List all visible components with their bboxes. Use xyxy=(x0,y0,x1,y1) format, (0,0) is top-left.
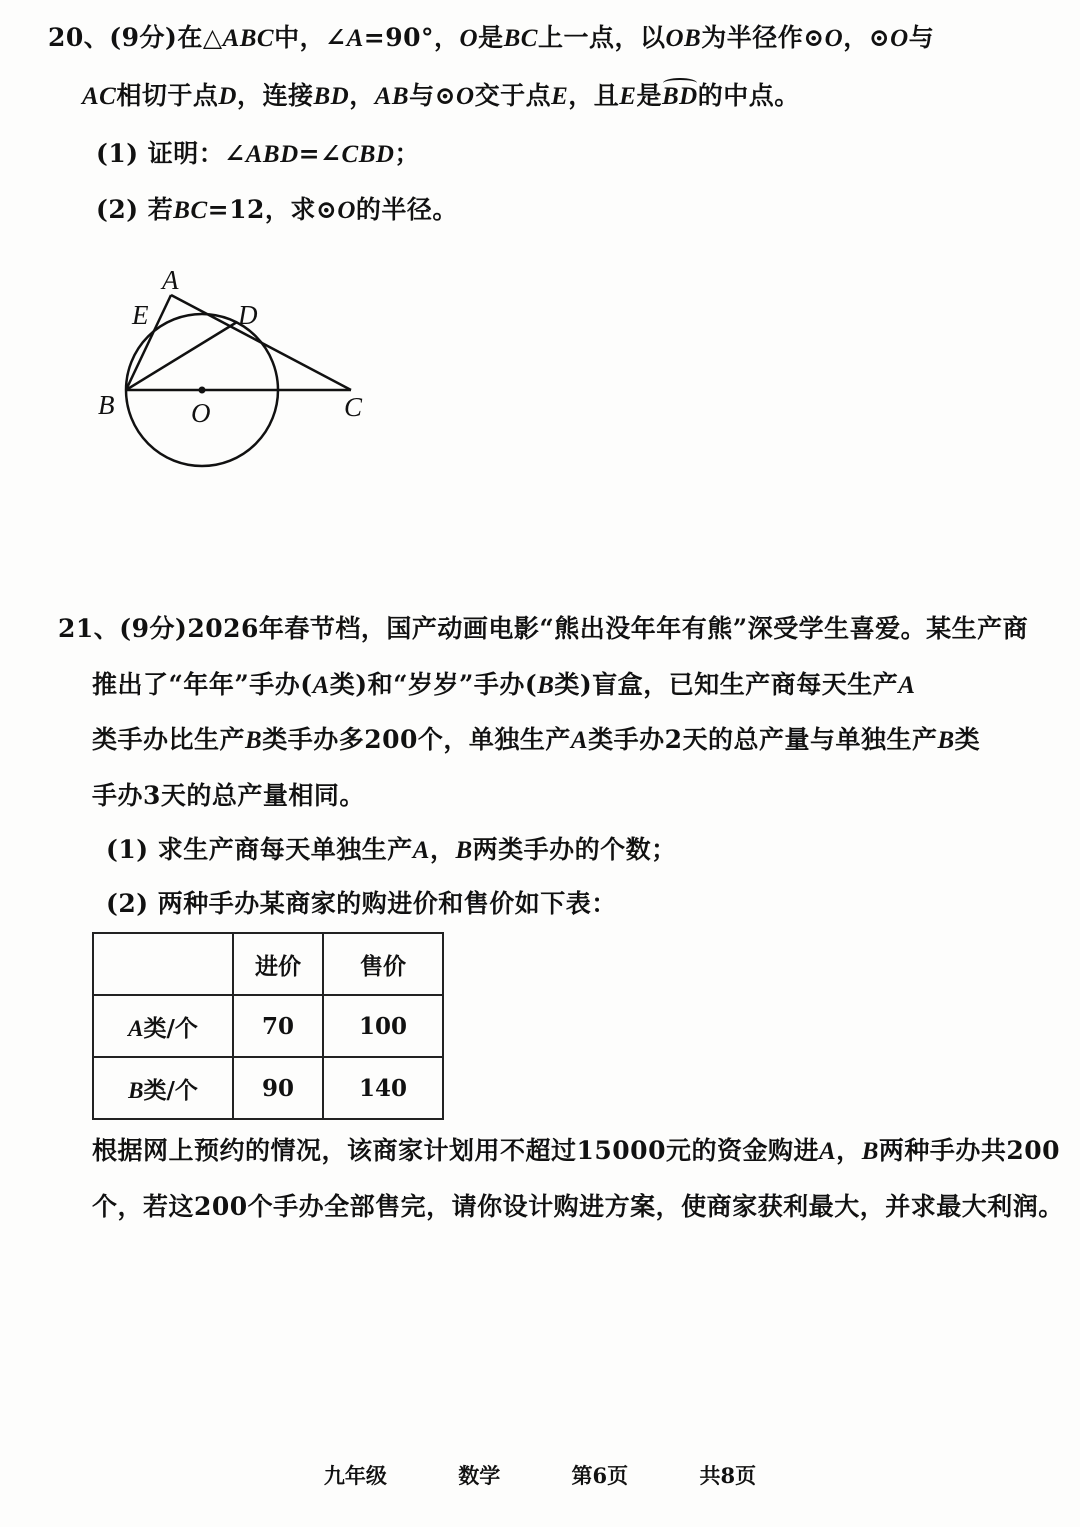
table-header-cell: 售价 xyxy=(323,933,443,995)
table-row-label: A类/个 xyxy=(93,995,233,1057)
table-row xyxy=(93,995,443,1057)
table-header-cell xyxy=(93,933,233,995)
q20-stem-line1: 20、(9分)在△ABC中，∠A=90°，O是BC上一点，以OB为半径作⊙O，⊙O与 xyxy=(48,23,935,52)
center-point-o xyxy=(199,387,206,394)
q21-part1: (1) 求生产商每天单独生产A，B两类手办的个数； xyxy=(106,835,677,864)
q21-stem-line1: 21、(9分)2026年春节档，国产动画电影“熊出没年年有熊”深受学生喜爱。某生产商 xyxy=(58,614,1029,643)
footer-subject: 数学 xyxy=(458,1463,501,1488)
table-header-cell: 进价 xyxy=(233,933,323,995)
q21-part2: (2) 两种手办某商家的购进价和售价如下表： xyxy=(106,889,617,918)
q21-stem-line4: 手办3天的总产量相同。 xyxy=(92,781,365,810)
q20-part2: (2) 若BC=12，求⊙O的半径。 xyxy=(96,195,458,224)
q21-after-table-line1: 根据网上预约的情况，该商家计划用不超过15000元的资金购进A，B两种手办共200 xyxy=(92,1136,1061,1165)
arc-mark-icon xyxy=(663,78,697,88)
q21-after-table-line2: 个，若这200个手办全部售完，请你设计购进方案，使商家获利最大，并求最大利润。 xyxy=(92,1192,1064,1221)
footer-total-pages: 共8页 xyxy=(699,1463,757,1488)
table-row xyxy=(93,1057,443,1119)
footer-grade: 九年级 xyxy=(323,1463,387,1488)
label-d: D xyxy=(238,300,258,330)
label-e: E xyxy=(132,300,149,330)
geometry-figure xyxy=(90,262,380,482)
table-cell-price: 100 xyxy=(323,995,443,1057)
q21-stem-line2: 推出了“年年”手办(A类)和“岁岁”手办(B类)盲盒，已知生产商每天生产A xyxy=(92,670,916,699)
label-o: O xyxy=(191,398,211,428)
label-a: A xyxy=(162,265,179,295)
table-row-label: B类/个 xyxy=(93,1057,233,1119)
q20-stem-line2: AC相切于点D，连接BD，AB与⊙O交于点E，且E是 BD的中点。 xyxy=(82,80,800,113)
table-cell-cost: 70 xyxy=(233,995,323,1057)
q20-part1: (1) 证明：∠ABD=∠CBD； xyxy=(96,139,420,168)
price-table xyxy=(92,932,444,1120)
label-b: B xyxy=(98,390,115,420)
table-cell-price: 140 xyxy=(323,1057,443,1119)
label-c: C xyxy=(344,392,363,422)
table-cell-cost: 90 xyxy=(233,1057,323,1119)
q21-stem-line3: 类手办比生产B类手办多200个，单独生产A类手办2天的总产量与单独生产B类 xyxy=(92,725,981,754)
table-header-row xyxy=(93,933,443,995)
arc-bd: BD xyxy=(662,80,698,113)
page-footer xyxy=(0,1460,1080,1490)
segment-ac xyxy=(171,295,351,390)
footer-page-number: 第6页 xyxy=(571,1463,629,1488)
